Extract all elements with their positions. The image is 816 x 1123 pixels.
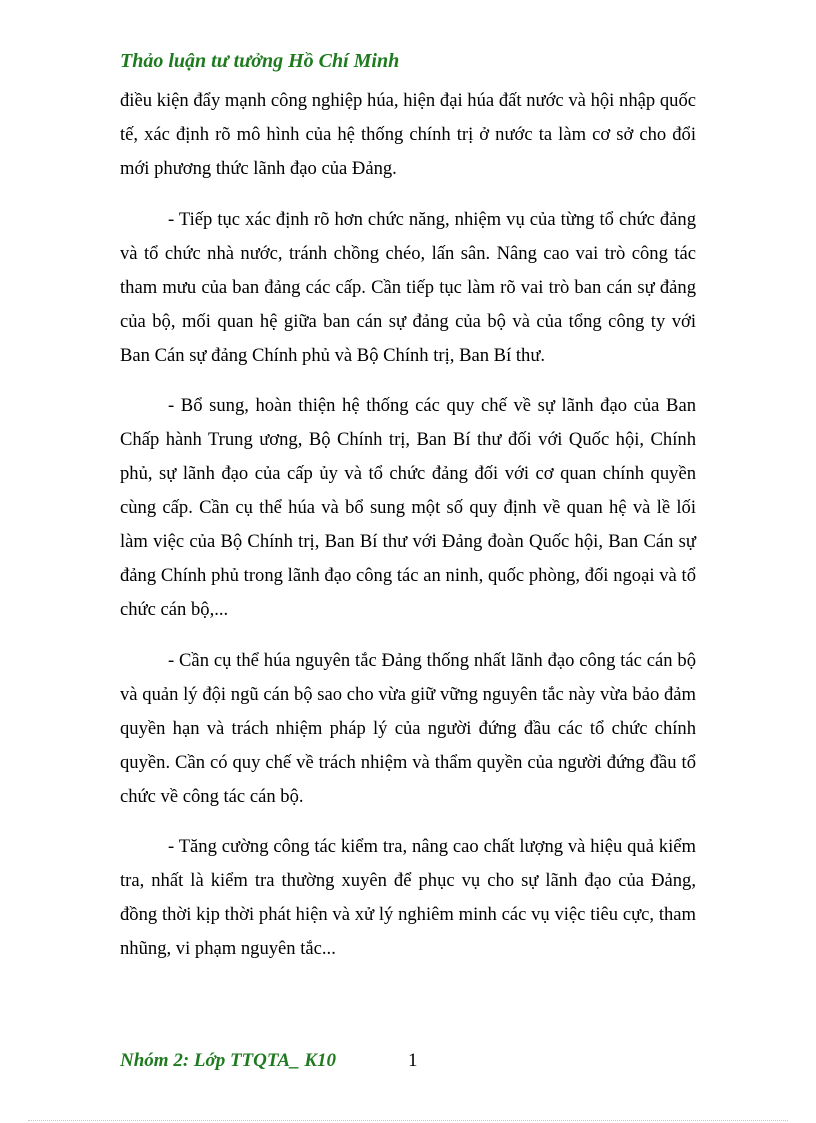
paragraph-continuation: điều kiện đẩy mạnh công nghiệp húa, hiện đại húa đất nước và hội nhập quốc tế, xác định rõ mô hình của hệ thống chính trị ở nước ta làm cơ sở cho đổi mới phương thức lãnh đạo của Đảng. [120,90,696,179]
paragraph-bullet: - Tiếp tục xác định rõ hơn chức năng, nhiệm vụ của từng tổ chức đảng và tổ chức nhà nước, tránh chồng chéo, lấn sân. Nâng cao vai trò công tác tham mưu của ban đảng các cấp. Cần tiếp tục làm rõ vai trò ban cán sự đảng của bộ, mối quan hệ giữa ban cán sự đảng của bộ và của tổng công ty với Ban Cán sự đảng Chính phủ và Bộ Chính trị, Ban Bí thư. [120,208,696,366]
page-bottom-divider [28,1120,788,1121]
paragraph-bullet: - Cần cụ thể húa nguyên tắc Đảng thống nhất lãnh đạo công tác cán bộ và quản lý đội ngũ cán bộ sao cho vừa giữ vững nguyên tắc này vừa bảo đảm quyền hạn và trách nhiệm pháp lý của người đứng đầu các tổ chức chính quyền. Cần có quy chế về trách nhiệm và thẩm quyền của người đứng đầu tổ chức về công tác cán bộ. [120,649,696,807]
page-footer [120,1050,696,1078]
page-header-title: Thảo luận tư tưởng Hồ Chí Minh [120,50,400,72]
paragraph-bullet: - Tăng cường công tác kiểm tra, nâng cao chất lượng và hiệu quả kiểm tra, nhất là kiểm tra thường xuyên để phục vụ cho sự lãnh đạo của Đảng, đồng thời kịp thời phát hiện và xử lý nghiêm minh các vụ việc tiêu cực, tham nhũng, vi phạm nguyên tắc... [120,836,696,959]
paragraph-bullet: - Bổ sung, hoàn thiện hệ thống các quy chế về sự lãnh đạo của Ban Chấp hành Trung ương, Bộ Chính trị, Ban Bí thư đối với Quốc hội, Chính phủ, sự lãnh đạo của cấp ủy và tổ chức đảng đối với cơ quan chính quyền cùng cấp. Cần cụ thể húa và bổ sung một số quy định về quan hệ và lề lối làm việc của Bộ Chính trị, Ban Bí thư với Đảng đoàn Quốc hội, Ban Cán sự đảng Chính phủ trong lãnh đạo công tác an ninh, quốc phòng, đối ngoại và tổ chức cán bộ,... [120,395,696,620]
footer-group-label: Nhóm 2: Lớp TTQTA_ K10 [120,1050,337,1071]
page-number: 1 [408,1050,418,1071]
document-body [120,84,696,983]
